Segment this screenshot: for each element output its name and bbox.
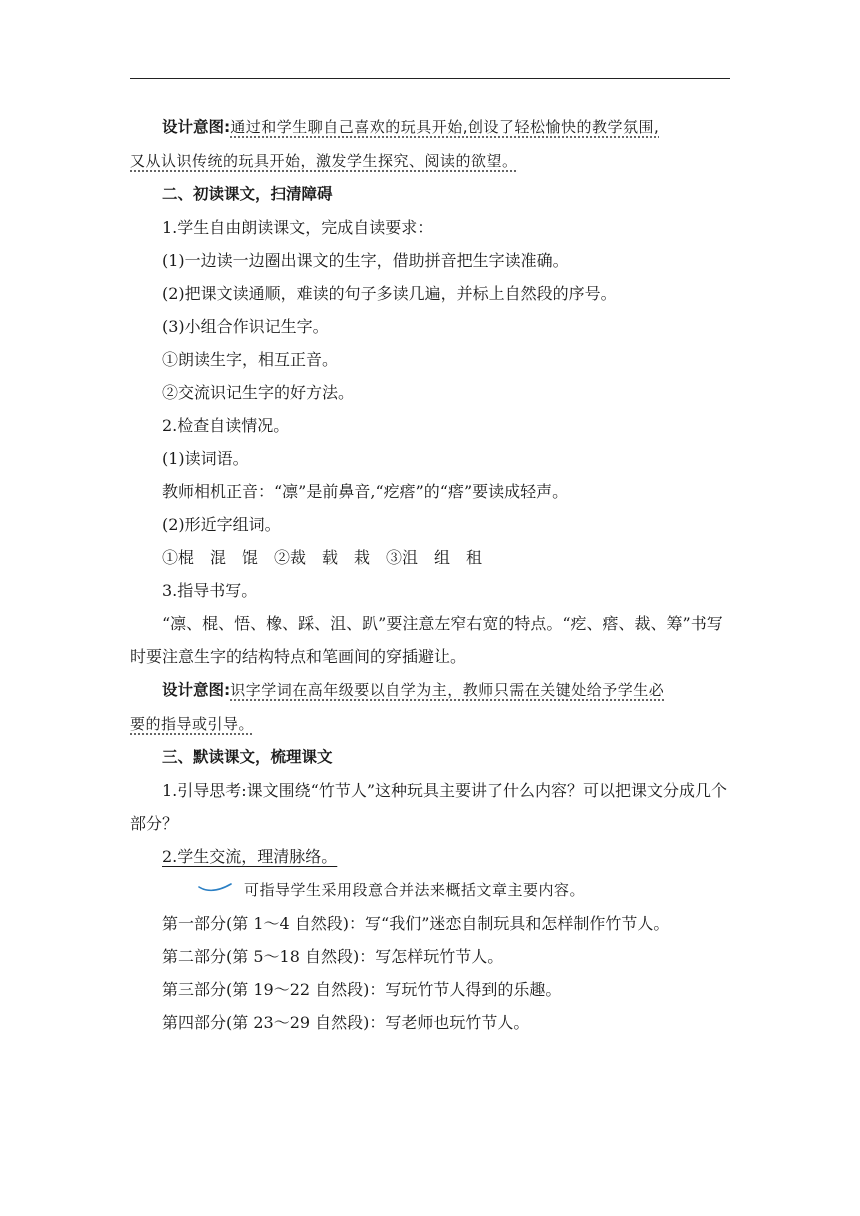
list-item: (2)把课文读通顺，难读的句子多读几遍，并标上自然段的序号。 bbox=[162, 284, 617, 303]
design-intent-1-cont bbox=[130, 144, 734, 178]
list-item: 第四部分(第 23～29 自然段)：写老师也玩竹节人。 bbox=[162, 1013, 530, 1032]
margin-note-text: 可指导学生采用段意合并法来概括文章主要内容。 bbox=[244, 881, 586, 899]
list-item: 2.检查自读情况。 bbox=[162, 416, 290, 435]
list-item: 第一部分(第 1～4 自然段)：写“我们”迷恋自制玩具和怎样制作竹节人。 bbox=[162, 914, 670, 933]
list-item bbox=[130, 840, 734, 873]
section-heading: 三、默读课文，梳理课文 bbox=[162, 748, 333, 766]
underlined-text: 2.学生交流，理清脉络。 bbox=[162, 847, 338, 866]
list-item: 1.引导思考:课文围绕“竹节人”这种玩具主要讲了什么内容？可以把课文分成几个部分？ bbox=[130, 781, 728, 833]
section-heading: 二、初读课文，扫清障碍 bbox=[162, 185, 333, 203]
similar-characters: ①棍 混 馄 ②裁 载 栽 ③沮 组 租 bbox=[162, 548, 483, 567]
list-item: (2)形近字组词。 bbox=[162, 515, 281, 534]
list-item: (1)一边读一边圈出课文的生字，借助拼音把生字读准确。 bbox=[162, 251, 569, 270]
design-intent-label: 设计意图: bbox=[162, 681, 231, 699]
design-intent-1 bbox=[130, 110, 734, 144]
design-intent-text: 又从认识传统的玩具开始，激发学生探究、阅读的欲望。 bbox=[130, 152, 518, 170]
design-intent-text: 通过和学生聊自己喜欢的玩具开始,创设了轻松愉快的教学氛围, bbox=[230, 118, 660, 136]
header-rule bbox=[130, 78, 730, 79]
paragraph: “凛、棍、悟、橡、踩、沮、趴”要注意左窄右宽的特点。“疙、瘩、裁、筹”书写时要注意生字的结构特点和笔画间的穿插避让。 bbox=[130, 614, 723, 666]
lesson-plan-body bbox=[130, 110, 734, 1039]
design-intent-label: 设计意图: bbox=[162, 118, 231, 136]
design-intent-text: 识字学词在高年级要以自学为主，教师只需在关键处给予学生必 bbox=[230, 681, 665, 699]
list-item: 第三部分(第 19～22 自然段)：写玩竹节人得到的乐趣。 bbox=[162, 980, 562, 999]
list-item: 1.学生自由朗读课文，完成自读要求： bbox=[162, 218, 434, 237]
list-item: (3)小组合作识记生字。 bbox=[162, 317, 329, 336]
list-item: ①朗读生字，相互正音。 bbox=[162, 350, 339, 369]
list-item: (1)读词语。 bbox=[162, 449, 249, 468]
list-item: ②交流识记生字的好方法。 bbox=[162, 383, 355, 402]
list-item: 3.指导书写。 bbox=[162, 581, 258, 600]
design-intent-2-cont bbox=[130, 707, 734, 741]
list-item: 第二部分(第 5～18 自然段)：写怎样玩竹节人。 bbox=[162, 947, 504, 966]
design-intent-text: 要的指导或引导。 bbox=[130, 715, 255, 733]
margin-note bbox=[130, 873, 734, 907]
swoosh-icon bbox=[198, 881, 232, 897]
paragraph: 教师相机正音：“凛”是前鼻音,“疙瘩”的“瘩”要读成轻声。 bbox=[162, 482, 569, 501]
design-intent-2 bbox=[130, 673, 734, 707]
